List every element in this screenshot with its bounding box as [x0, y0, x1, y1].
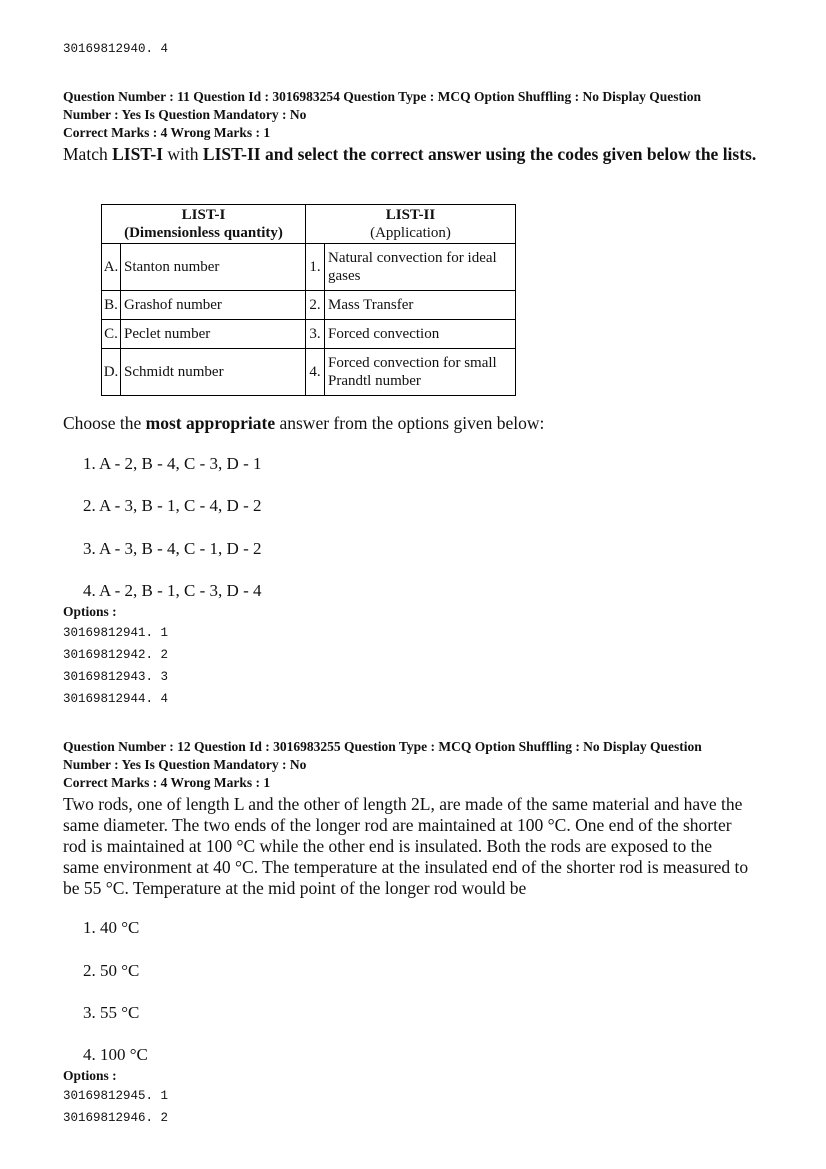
list1-subtitle: (Dimensionless quantity)	[124, 225, 283, 241]
list2-subtitle: (Application)	[370, 225, 451, 241]
option-code: 30169812942. 2	[63, 648, 169, 662]
previous-option-code: 30169812940. 4	[63, 42, 169, 56]
row-letter: D.	[102, 349, 121, 396]
q12-meta	[63, 738, 783, 792]
q12-meta-line1: Question Number : 12 Question Id : 3016983255 Question Type : MCQ Option Shuffling : No Display Question	[63, 739, 702, 754]
q11-choice-1[interactable]: 1. A - 2, B - 4, C - 3, D - 1	[83, 454, 262, 473]
q11-stem	[63, 144, 773, 165]
q12-stem-line: same diameter. The two ends of the longer rod are maintained at 100 °C. One end of the shorter	[63, 815, 732, 835]
q11-stem-list1: LIST-I	[112, 144, 164, 164]
q11-stem-list2-instruction: LIST-II and select the correct answer using the codes given below the lists.	[202, 144, 757, 164]
option-code: 30169812943. 3	[63, 670, 169, 684]
list2-item: Forced convection	[325, 320, 516, 349]
list1-item: Schmidt number	[121, 349, 306, 396]
option-code: 30169812941. 1	[63, 626, 169, 640]
q12-options-label: Options :	[63, 1068, 117, 1083]
q12-choice-3[interactable]: 3. 55 °C	[83, 1003, 140, 1022]
q11-options-label: Options :	[63, 604, 117, 619]
list1-item: Grashof number	[121, 291, 306, 320]
option-code: 30169812944. 4	[63, 692, 169, 706]
q12-choice-2[interactable]: 2. 50 °C	[83, 961, 140, 980]
match-table-header-row	[102, 205, 516, 244]
q12-stem-line: Two rods, one of length L and the other of length 2L, are made of the same material and have the	[63, 794, 743, 814]
q12-choice-4[interactable]: 4. 100 °C	[83, 1045, 148, 1064]
row-number: 4.	[306, 349, 325, 396]
q12-meta-line2: Number : Yes Is Question Mandatory : No	[63, 757, 307, 772]
row-letter: A.	[102, 244, 121, 291]
list1-item: Stanton number	[121, 244, 306, 291]
q11-meta-line1: Question Number : 11 Question Id : 3016983254 Question Type : MCQ Option Shuffling : No Display Question	[63, 89, 701, 104]
q12-choice-1[interactable]: 1. 40 °C	[83, 918, 140, 937]
table-row	[102, 244, 516, 291]
q11-choice-3[interactable]: 3. A - 3, B - 4, C - 1, D - 2	[83, 539, 262, 558]
list1-title: LIST-I	[181, 207, 226, 223]
q11-stem-prefix: Match	[63, 144, 113, 164]
match-table	[101, 204, 516, 396]
row-letter: B.	[102, 291, 121, 320]
q12-stem-line: rod is maintained at 100 °C while the other end is insulated. Both the rods are exposed to the	[63, 836, 713, 856]
list2-title: LIST-II	[385, 207, 436, 223]
q11-meta	[63, 88, 783, 142]
q12-stem-line: be 55 °C. Temperature at the mid point of the longer rod would be	[63, 878, 527, 898]
table-row	[102, 349, 516, 396]
q11-choice-4[interactable]: 4. A - 2, B - 1, C - 3, D - 4	[83, 581, 262, 600]
list2-item: Mass Transfer	[325, 291, 516, 320]
table-row	[102, 291, 516, 320]
row-number: 3.	[306, 320, 325, 349]
q11-choice-2[interactable]: 2. A - 3, B - 1, C - 4, D - 2	[83, 496, 262, 515]
q11-choose-instruction	[63, 413, 544, 434]
list1-header	[102, 205, 306, 244]
list2-item: Forced convection for small Prandtl number	[325, 349, 516, 396]
q11-stem-mid: with	[163, 144, 203, 164]
choose-emphasis: most appropriate	[145, 413, 276, 433]
option-code: 30169812946. 2	[63, 1111, 169, 1125]
list2-header	[306, 205, 516, 244]
choose-prefix: Choose the	[63, 413, 146, 433]
table-row	[102, 320, 516, 349]
q11-meta-line2: Number : Yes Is Question Mandatory : No	[63, 107, 307, 122]
choose-suffix: answer from the options given below:	[275, 413, 545, 433]
q11-marks: Correct Marks : 4 Wrong Marks : 1	[63, 125, 271, 140]
row-number: 1.	[306, 244, 325, 291]
q12-marks: Correct Marks : 4 Wrong Marks : 1	[63, 775, 271, 790]
list1-item: Peclet number	[121, 320, 306, 349]
row-letter: C.	[102, 320, 121, 349]
option-code: 30169812945. 1	[63, 1089, 169, 1103]
list2-item: Natural convection for ideal gases	[325, 244, 516, 291]
q12-stem	[63, 794, 803, 899]
q12-stem-line: same environment at 40 °C. The temperature at the insulated end of the shorter rod is measured to	[63, 857, 749, 877]
row-number: 2.	[306, 291, 325, 320]
